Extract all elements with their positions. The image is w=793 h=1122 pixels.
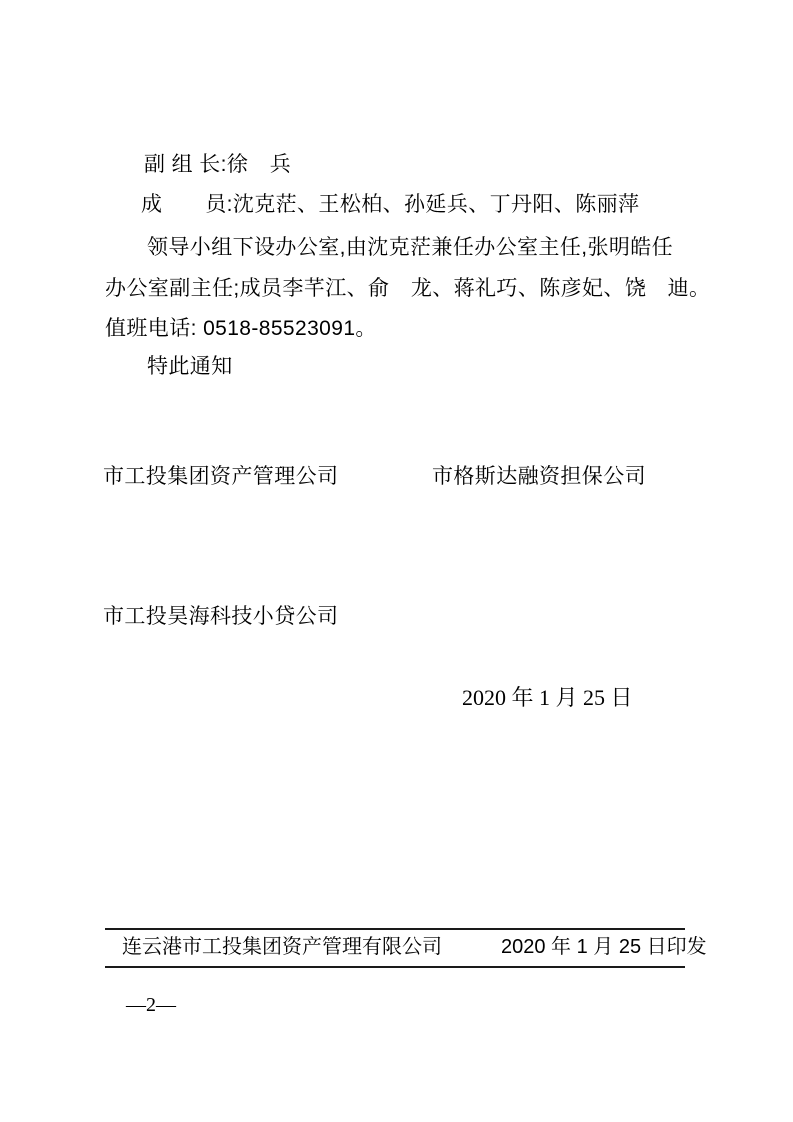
colophon-printer: 连云港市工投集团资产管理有限公司 [122,936,442,958]
issuer-2: 市格斯达融资担保公司 [432,465,646,488]
issuer-3: 市工投昊海科技小贷公司 [103,605,339,628]
members-line: 成 员:沈克茫、王松柏、孙延兵、丁丹阳、陈丽萍 [141,193,640,216]
colophon-bottom-rule [105,966,685,968]
page-number: —2— [126,994,176,1016]
signature-date: 2020 年 1 月 25 日 [462,685,633,710]
colophon-top-rule [105,928,685,930]
office-paragraph-line-3: 值班电话: 0518-85523091。 [105,317,377,340]
colophon-print-date: 2020 年 1 月 25 日印发 [501,936,707,958]
office-paragraph-line-2: 办公室副主任;成员李芊江、俞 龙、蒋礼巧、陈彦妃、饶 迪。 [105,277,711,300]
issuer-1: 市工投集团资产管理公司 [103,465,339,488]
office-paragraph-line-1: 领导小组下设办公室,由沈克茫兼任办公室主任,张明皓任 [147,236,674,259]
closing-phrase: 特此通知 [147,355,233,378]
deputy-leader-line: 副 组 长:徐 兵 [144,153,292,176]
